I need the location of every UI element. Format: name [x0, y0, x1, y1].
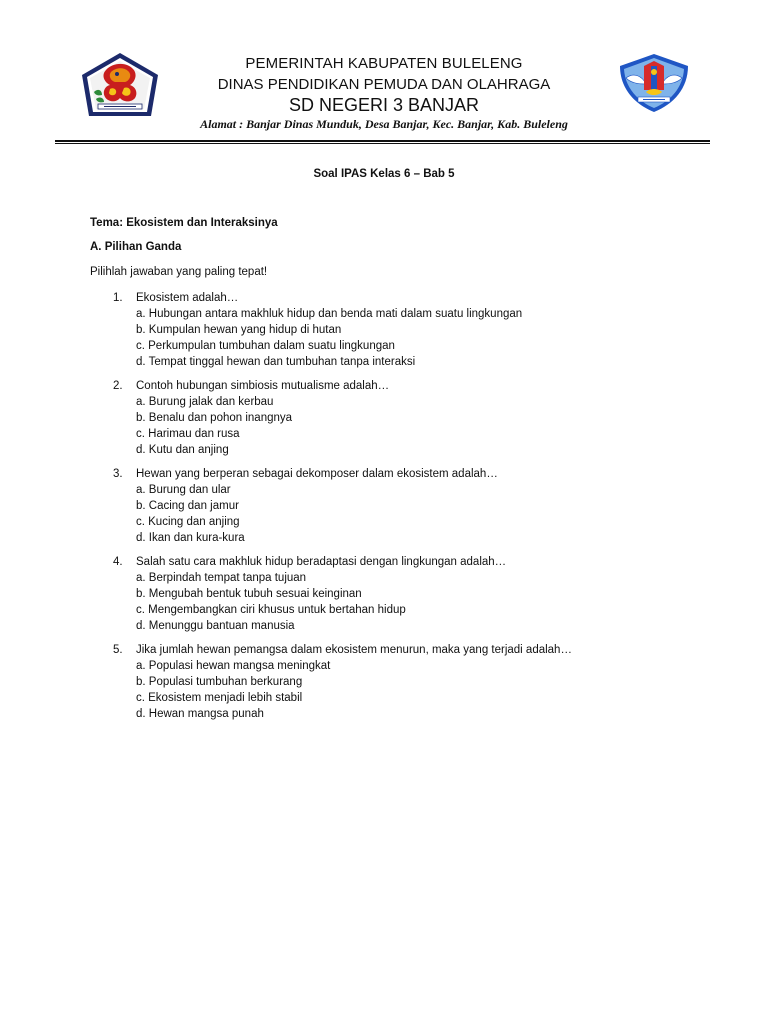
question-text: Hewan yang berperan sebagai dekomposer dalam ekosistem adalah…: [136, 468, 498, 480]
answer-option: d. Kutu dan anjing: [136, 444, 229, 456]
answer-option: d. Menunggu bantuan manusia: [136, 620, 295, 632]
question-number: 4.: [113, 556, 123, 568]
question-text: Ekosistem adalah…: [136, 292, 239, 304]
government-name: PEMERINTAH KABUPATEN BULELENG: [245, 55, 523, 72]
answer-option: c. Harimau dan rusa: [136, 428, 240, 440]
question-number: 2.: [113, 380, 123, 392]
answer-option: d. Hewan mangsa punah: [136, 708, 264, 720]
instruction-text: Pilihlah jawaban yang paling tepat!: [90, 266, 268, 278]
answer-option: a. Populasi hewan mangsa meningkat: [136, 660, 331, 672]
question-text: Salah satu cara makhluk hidup beradaptasi dengan lingkungan adalah…: [136, 556, 507, 568]
school-address: Alamat : Banjar Dinas Munduk, Desa Banjar, Kec. Banjar, Kab. Buleleng: [200, 117, 568, 131]
question-number: 3.: [113, 468, 123, 480]
question-number: 1.: [113, 292, 123, 304]
answer-option: a. Berpindah tempat tanpa tujuan: [136, 572, 307, 584]
answer-option: a. Burung jalak dan kerbau: [136, 396, 274, 408]
answer-option: c. Kucing dan anjing: [136, 516, 240, 528]
answer-option: d. Tempat tinggal hewan dan tumbuhan tanpa interaksi: [136, 356, 416, 368]
question-text: Jika jumlah hewan pemangsa dalam ekosistem menurun, maka yang terjadi adalah…: [136, 644, 572, 656]
answer-option: b. Cacing dan jamur: [136, 500, 239, 512]
department-name: DINAS PENDIDIKAN PEMUDA DAN OLAHRAGA: [217, 76, 551, 93]
answer-option: c. Perkumpulan tumbuhan dalam suatu lingkungan: [136, 340, 395, 352]
answer-option: c. Mengembangkan ciri khusus untuk bertahan hidup: [136, 604, 406, 616]
answer-option: b. Mengubah bentuk tubuh sesuai keinginan: [136, 588, 362, 600]
answer-option: b. Benalu dan pohon inangnya: [136, 412, 293, 424]
school-name: SD NEGERI 3 BANJAR: [288, 95, 480, 115]
question-number: 5.: [113, 644, 123, 656]
answer-option: b. Populasi tumbuhan berkurang: [136, 676, 303, 688]
header-divider-thick: [55, 140, 710, 142]
answer-option: a. Hubungan antara makhluk hidup dan benda mati dalam suatu lingkungan: [136, 308, 523, 320]
answer-option: b. Kumpulan hewan yang hidup di hutan: [136, 324, 342, 336]
answer-option: a. Burung dan ular: [136, 484, 231, 496]
document-title: Soal IPAS Kelas 6 – Bab 5: [313, 168, 455, 180]
answer-option: c. Ekosistem menjadi lebih stabil: [136, 692, 303, 704]
header-divider-thin: [55, 143, 710, 144]
answer-option: d. Ikan dan kura-kura: [136, 532, 245, 544]
theme-heading: Tema: Ekosistem dan Interaksinya: [90, 217, 278, 229]
section-heading: A. Pilihan Ganda: [90, 241, 182, 253]
question-text: Contoh hubungan simbiosis mutualisme adalah…: [136, 380, 390, 392]
